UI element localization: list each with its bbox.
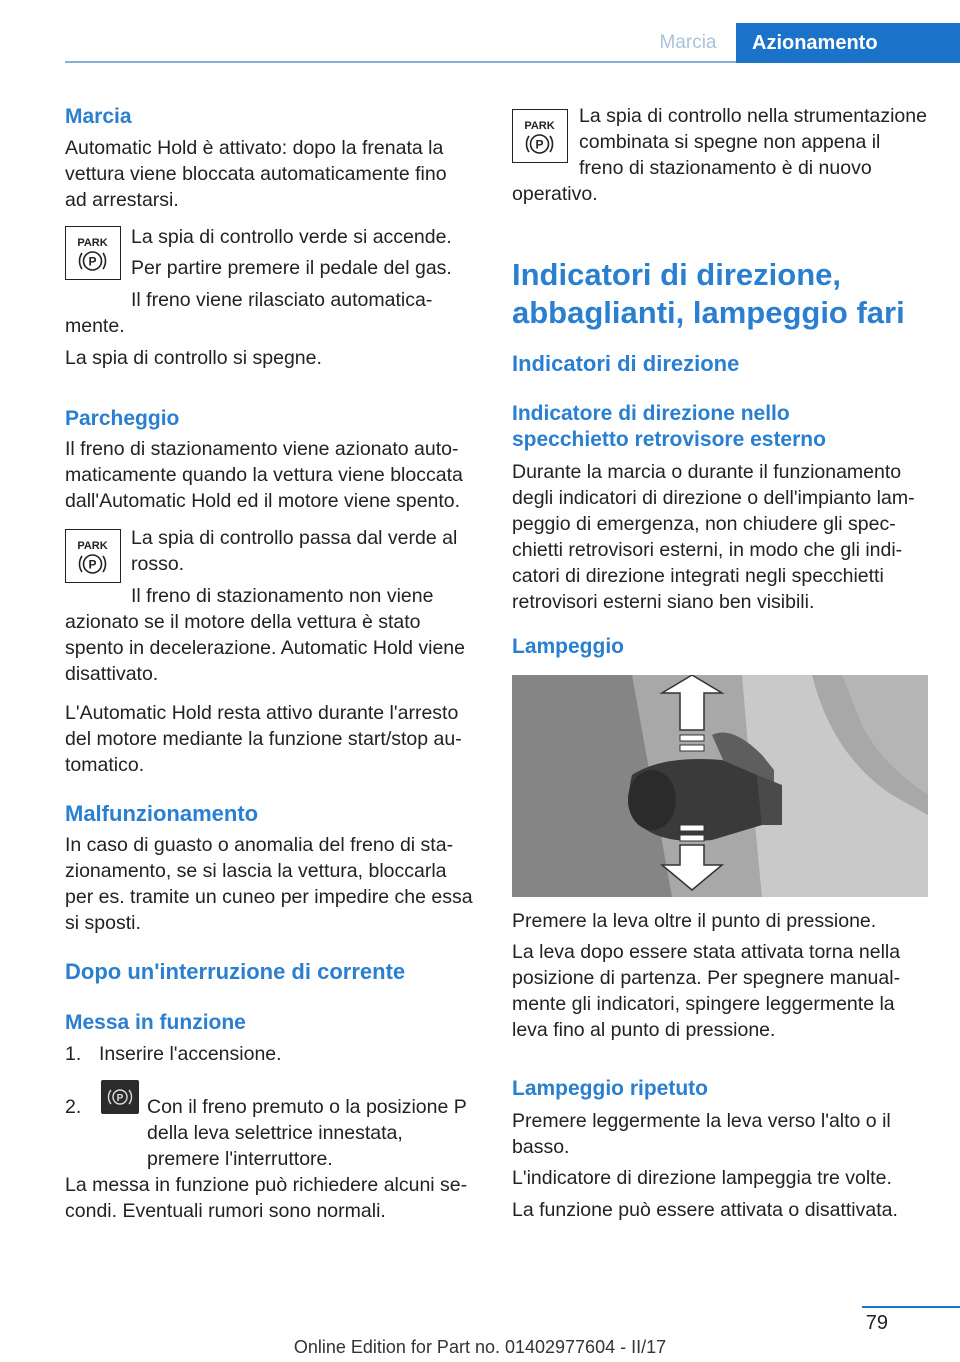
text-icon1-line1: La spia di controllo verde si accende. — [131, 226, 452, 248]
park-icon — [65, 226, 121, 280]
park-label: PARK — [77, 237, 108, 249]
text-icon2-line2: Il freno di stazionamento non viene — [131, 585, 434, 607]
heading-marcia: Marcia — [65, 105, 132, 128]
header-tab-azionamento[interactable]: Azionamento — [736, 23, 960, 63]
heading-malfunzionamento: Malfunzionamento — [65, 801, 259, 826]
turn-signal-lever-image — [512, 675, 928, 897]
text-parcheggio: Il freno di stazionamento viene azionato automaticamente quando la vettura viene bloccata dall'Automatic Hold ed il motore viene spento. — [65, 438, 463, 512]
text-malfunzionamento: In caso di guasto o anomalia del freno di stazionamento, se si lascia la vettura, bloccarla per es. tramite un cuneo per impedire che essa si sposti. — [65, 834, 473, 934]
text-ripetuto-2: L'indicatore di direzione lampeggia tre volte. — [512, 1167, 892, 1189]
text-ripetuto-1: Premere leggermente la leva verso l'alto o il basso. — [512, 1110, 891, 1158]
step1-number: 1. — [65, 1043, 82, 1065]
text-lampeggio-1: Premere la leva oltre il punto di pressione. — [512, 910, 877, 932]
heading-indicatori: Indicatori di direzione, abbaglianti, lampeggio fari — [512, 257, 905, 330]
step2-text-first — [147, 1094, 479, 1172]
page-number: 79 — [865, 1312, 888, 1334]
svg-text:P: P — [88, 557, 97, 572]
heading-specchietto: Indicatore di direzione nello specchietto retrovisore esterno — [512, 402, 826, 451]
text-lampeggio-2: La leva dopo essere stata attivata torna nella posizione di partenza. Per spegnere manualmente gli indicatori, spingere leggermente la leva fino al punto di pressione. — [512, 941, 901, 1041]
text-messa: La messa in funzione può richiedere alcuni secondi. Eventuali rumori sono normali. — [65, 1174, 468, 1222]
svg-text:PARK: PARK — [77, 540, 108, 552]
text-park-b: operativo. — [512, 183, 598, 205]
text-specchietto: Durante la marcia o durante il funzionamento degli indicatori di direzione o dell'impianto lampeggio di emergenza, non chiudere gli specchietti retrovisori esterni, in modo che gli indicatori di direzione integrati negli specchietti retrovisori esterni siano ben visibili. — [512, 461, 915, 613]
step1-text: Inserire l'accensione. — [99, 1043, 282, 1065]
parking-brake-switch-icon — [101, 1080, 139, 1114]
text-spia-spegne: La spia di controllo si spegne. — [65, 347, 322, 369]
step2-text: Con il freno premuto o la posizione P della leva selettrice innestata, premere l'interruttore. — [147, 1096, 467, 1170]
heading-parcheggio: Parcheggio — [65, 407, 180, 430]
text-icon2-rest: azionato se il motore della vettura è stato spento in decelerazione. Automatic Hold viene disattivato. — [65, 611, 465, 685]
footer-edition: Online Edition for Part no. 01402977604 - II/17 — [293, 1337, 667, 1357]
park-icon — [65, 529, 121, 583]
text-icon1-line2: Per partire premere il pedale del gas. — [131, 257, 452, 279]
step2-number: 2. — [65, 1096, 82, 1118]
text-marcia: Automatic Hold è attivato: dopo la frenata la vettura viene bloccata automaticamente fino ad arrestarsi. — [65, 137, 447, 211]
heading-interruzione: Dopo un'interruzione di corrente — [65, 959, 406, 984]
text-park-a: La spia di controllo nella strumentazione combinata si spegne non appena il freno di stazionamento è di nuovo — [579, 105, 927, 179]
text-icon1-line3a: Il freno viene rilasciato automatica- — [131, 289, 433, 311]
text-ripetuto-3: La funzione può essere attivata o disattivata. — [512, 1199, 898, 1221]
svg-text:P: P — [88, 254, 97, 269]
heading-lampeggio: Lampeggio — [512, 635, 625, 658]
heading-indicatori-direzione: Indicatori di direzione — [512, 351, 740, 376]
svg-text:PARK: PARK — [524, 120, 555, 132]
text-icon1-line3b: mente. — [65, 315, 125, 337]
heading-messa: Messa in funzione — [65, 1011, 246, 1034]
heading-lampeggio-ripetuto: Lampeggio ripetuto — [512, 1077, 708, 1100]
svg-text:P: P — [116, 1093, 124, 1104]
svg-text:P: P — [535, 137, 544, 152]
park-icon — [512, 109, 568, 163]
text-icon2-line1: La spia di controllo passa dal verde al rosso. — [131, 527, 458, 575]
text-arresto: L'Automatic Hold resta attivo durante l'arresto del motore mediante la funzione start/stop automatico. — [65, 702, 462, 776]
footer-rule — [862, 1306, 960, 1308]
header-tab-marcia[interactable]: Marcia — [659, 32, 717, 53]
